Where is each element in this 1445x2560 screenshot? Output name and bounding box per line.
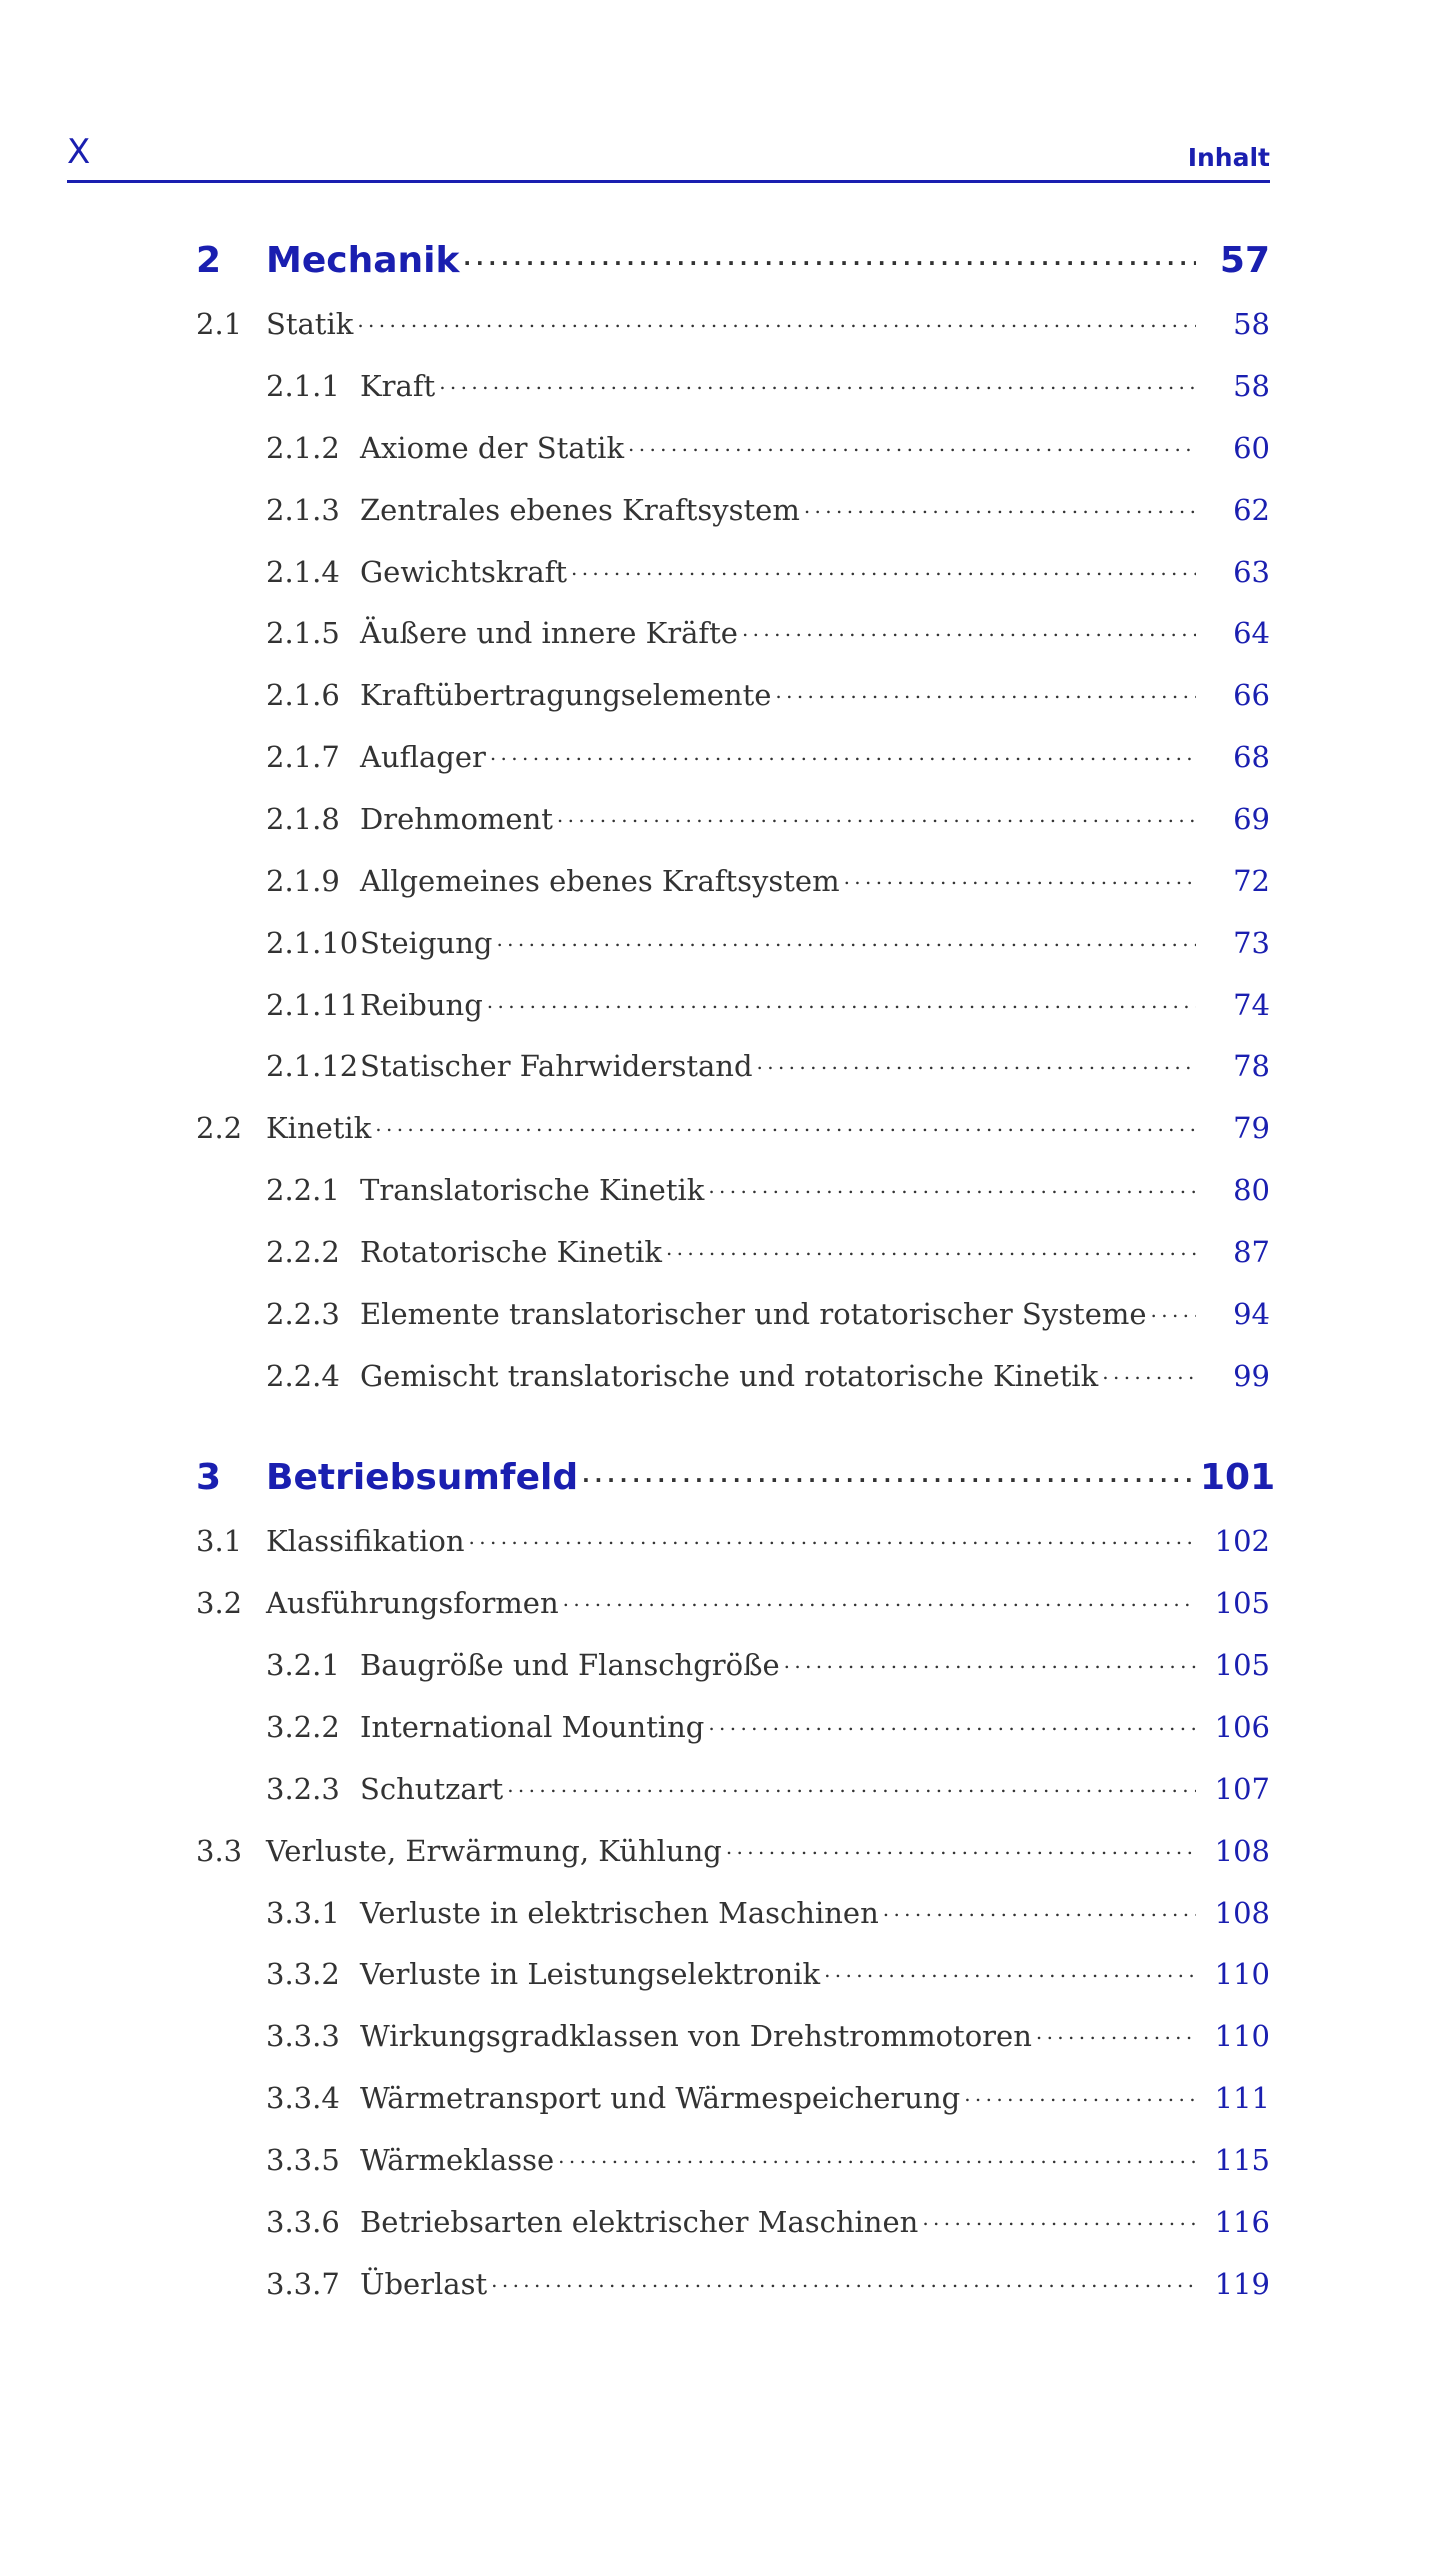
toc-entry-title: Allgemeines ebenes Kraftsystem: [360, 864, 840, 898]
dot-leader: [708, 1171, 1196, 1200]
dot-leader: [1102, 1357, 1196, 1386]
toc-entry-title: Äußere und innere Kräfte: [360, 616, 738, 650]
toc-entry-number: 2.2: [196, 1111, 243, 1145]
toc-entry-number: 2.1.5: [266, 616, 340, 650]
running-head: Inhalt: [1187, 143, 1270, 172]
toc-entry-title: Schutzart: [360, 1772, 504, 1806]
toc-section[interactable]: [196, 1584, 1270, 1630]
toc-entry-page: 73: [1233, 926, 1270, 960]
dot-leader: [491, 2265, 1196, 2294]
toc-entry-number: 2.1.8: [266, 802, 340, 836]
toc-entry-page: 63: [1233, 555, 1270, 589]
toc-entry-page: 78: [1233, 1049, 1270, 1083]
toc-entry-number: 2.2.2: [266, 1235, 340, 1269]
toc-subsection[interactable]: [266, 2079, 1270, 2125]
toc-entry-title: Gemischt translatorische und rotatorische Kinetik: [360, 1359, 1099, 1393]
dot-leader: [439, 367, 1196, 396]
toc-entry-title: Ausführungsformen: [266, 1586, 559, 1620]
toc-entry-page: 72: [1233, 864, 1270, 898]
dot-leader: [1151, 1295, 1196, 1324]
toc-entry-title: Überlast: [360, 2267, 488, 2301]
toc-entry-title: Mechanik: [266, 240, 460, 281]
toc-entry-number: 3.2: [196, 1586, 243, 1620]
toc-entry-title: Elemente translatorischer und rotatorischer Systeme: [360, 1297, 1147, 1331]
toc-entry-page: 119: [1214, 2267, 1270, 2301]
dot-leader: [742, 614, 1196, 643]
dot-leader: [558, 2141, 1196, 2170]
toc-subsection[interactable]: [266, 800, 1270, 846]
toc-entry-title: Kraftübertragungselemente: [360, 678, 772, 712]
toc-entry-number: 3.3.3: [266, 2019, 340, 2053]
dot-leader: [784, 1646, 1196, 1675]
toc-entry-title: Statik: [266, 307, 354, 341]
toc-entry-number: 3.3.1: [266, 1896, 340, 1930]
toc-entry-page: 105: [1214, 1648, 1270, 1682]
dot-leader: [557, 800, 1196, 829]
toc-entry-number: 3.3.5: [266, 2143, 340, 2177]
toc-entry-number: 3.3.4: [266, 2081, 340, 2115]
toc-entry-page: 69: [1233, 802, 1270, 836]
toc-entry-number: 2.1.7: [266, 740, 340, 774]
toc-entry-page: 87: [1233, 1235, 1270, 1269]
toc-entry-number: 2.1.4: [266, 555, 340, 589]
dot-leader: [571, 553, 1196, 582]
dot-leader: [824, 1955, 1196, 1984]
toc-entry-page: 111: [1214, 2081, 1270, 2115]
toc-entry-title: Drehmoment: [360, 802, 553, 836]
toc-entry-number: 3.3.2: [266, 1957, 340, 1991]
dot-leader: [757, 1047, 1196, 1076]
toc-entry-page: 60: [1233, 431, 1270, 465]
dot-leader: [582, 1473, 1196, 1489]
toc-entry-number: 2.1.1: [266, 369, 340, 403]
toc-entry-number: 3.1: [196, 1524, 243, 1558]
dot-leader: [469, 1522, 1196, 1551]
toc-subsection[interactable]: [266, 1357, 1270, 1403]
toc-entry-number: 3.2.3: [266, 1772, 340, 1806]
toc-subsection[interactable]: [266, 429, 1270, 475]
toc-section[interactable]: [196, 1832, 1270, 1878]
toc-entry-title: Translatorische Kinetik: [360, 1173, 705, 1207]
toc-entry-page: 105: [1214, 1586, 1270, 1620]
toc-subsection[interactable]: [266, 1770, 1270, 1816]
dot-leader: [490, 738, 1196, 767]
toc-entry-title: Auflager: [360, 740, 486, 774]
toc-entry-number: 2.2.3: [266, 1297, 340, 1331]
dot-leader: [775, 676, 1196, 705]
dot-leader: [496, 924, 1196, 953]
dot-leader: [726, 1832, 1196, 1861]
toc-entry-title: Kinetik: [266, 1111, 372, 1145]
toc-entry-title: Gewichtskraft: [360, 555, 567, 589]
toc-entry-page: 94: [1233, 1297, 1270, 1331]
toc-entry-page: 64: [1233, 616, 1270, 650]
dot-leader: [883, 1894, 1196, 1923]
page-header: [67, 128, 1270, 183]
toc-entry-number: 2.1.12: [266, 1049, 359, 1083]
toc-entry-number: 2.1.3: [266, 493, 340, 527]
toc-subsection[interactable]: [266, 862, 1270, 908]
toc-entry-page: 101: [1200, 1457, 1276, 1498]
toc-subsection[interactable]: [266, 1955, 1270, 2001]
dot-leader: [487, 986, 1196, 1015]
toc-subsection[interactable]: [266, 986, 1270, 1032]
toc-entry-title: Zentrales ebenes Kraftsystem: [360, 493, 800, 527]
toc-entry-number: 2.2.1: [266, 1173, 340, 1207]
toc-entry-number: 3.2.1: [266, 1648, 340, 1682]
toc-entry-page: 110: [1214, 2019, 1270, 2053]
toc-subsection[interactable]: [266, 2017, 1270, 2063]
toc-entry-page: 58: [1233, 369, 1270, 403]
toc-entry-number: 3.3.7: [266, 2267, 340, 2301]
dot-leader: [844, 862, 1196, 891]
toc-entry-page: 66: [1233, 678, 1270, 712]
dot-leader: [628, 429, 1196, 458]
page-number: X: [67, 132, 91, 172]
dot-leader: [708, 1708, 1196, 1737]
toc-subsection[interactable]: [266, 1646, 1270, 1692]
toc-entry-number: 3: [196, 1457, 222, 1498]
toc-subsection[interactable]: [266, 367, 1270, 413]
toc-entry-page: 116: [1214, 2205, 1270, 2239]
toc-entry-page: 102: [1214, 1524, 1270, 1558]
toc-subsection[interactable]: [266, 1047, 1270, 1093]
toc-entry-page: 108: [1214, 1896, 1270, 1930]
toc-subsection[interactable]: [266, 1171, 1270, 1217]
toc-entry-number: 3.3: [196, 1834, 243, 1868]
toc-entry-title: Klassifikation: [266, 1524, 465, 1558]
toc-entry-page: 115: [1214, 2143, 1270, 2177]
dot-leader: [922, 2203, 1196, 2232]
toc-chapter[interactable]: [196, 1457, 1276, 1503]
toc-entry-number: 3.3.6: [266, 2205, 340, 2239]
toc-entry-number: 2.1.6: [266, 678, 340, 712]
toc-entry-page: 74: [1233, 988, 1270, 1022]
dot-leader: [666, 1233, 1196, 1262]
dot-leader: [1036, 2017, 1196, 2046]
dot-leader: [357, 305, 1196, 334]
toc-entry-title: Wärmetransport und Wärmespeicherung: [360, 2081, 961, 2115]
toc-subsection[interactable]: [266, 553, 1270, 599]
dot-leader: [507, 1770, 1196, 1799]
toc-entry-number: 2.1: [196, 307, 243, 341]
toc-entry-title: Kraft: [360, 369, 436, 403]
toc-entry-number: 2.1.11: [266, 988, 359, 1022]
toc-subsection[interactable]: [266, 1233, 1270, 1279]
toc-entry-page: 106: [1214, 1710, 1270, 1744]
toc-section[interactable]: [196, 305, 1270, 351]
toc-entry-page: 110: [1214, 1957, 1270, 1991]
toc-subsection[interactable]: [266, 738, 1270, 784]
toc-entry-title: Steigung: [360, 926, 493, 960]
toc-entry-number: 2.1.10: [266, 926, 359, 960]
toc-subsection[interactable]: [266, 2141, 1270, 2187]
toc-entry-page: 58: [1233, 307, 1270, 341]
toc-subsection[interactable]: [266, 614, 1270, 660]
dot-leader: [375, 1109, 1196, 1138]
toc-entry-page: 107: [1214, 1772, 1270, 1806]
toc-subsection[interactable]: [266, 2265, 1270, 2311]
toc-entry-title: Betriebsarten elektrischer Maschinen: [360, 2205, 919, 2239]
toc-chapter[interactable]: [196, 240, 1270, 286]
toc-entry-title: Baugröße und Flanschgröße: [360, 1648, 780, 1682]
toc-entry-title: Statischer Fahrwiderstand: [360, 1049, 753, 1083]
toc-entry-title: Verluste in Leistungselektronik: [360, 1957, 821, 1991]
toc-entry-title: Wirkungsgradklassen von Drehstrommotoren: [360, 2019, 1032, 2053]
toc-entry-title: Verluste in elektrischen Maschinen: [360, 1896, 879, 1930]
toc-entry-page: 68: [1233, 740, 1270, 774]
toc-entry-page: 99: [1233, 1359, 1270, 1393]
toc-subsection[interactable]: [266, 676, 1270, 722]
toc-entry-page: 62: [1233, 493, 1270, 527]
dot-leader: [964, 2079, 1196, 2108]
toc-entry-title: Axiome der Statik: [360, 431, 625, 465]
toc-entry-number: 2.1.2: [266, 431, 340, 465]
toc-subsection[interactable]: [266, 2203, 1270, 2249]
toc-subsection[interactable]: [266, 924, 1270, 970]
toc-entry-page: 108: [1214, 1834, 1270, 1868]
toc-entry-title: Wärmeklasse: [360, 2143, 555, 2177]
toc-entry-title: International Mounting: [360, 1710, 705, 1744]
toc-section[interactable]: [196, 1522, 1270, 1568]
toc-entry-title: Betriebsumfeld: [266, 1457, 579, 1498]
toc-subsection[interactable]: [266, 1295, 1270, 1341]
toc-entry-page: 79: [1233, 1111, 1270, 1145]
toc-entry-page: 57: [1219, 240, 1270, 281]
toc-subsection[interactable]: [266, 1708, 1270, 1754]
toc-entry-title: Rotatorische Kinetik: [360, 1235, 662, 1269]
toc-entry-page: 80: [1233, 1173, 1270, 1207]
dot-leader: [463, 256, 1196, 272]
toc-entry-number: 2.2.4: [266, 1359, 340, 1393]
dot-leader: [804, 491, 1196, 520]
toc-entry-number: 3.2.2: [266, 1710, 340, 1744]
toc-subsection[interactable]: [266, 491, 1270, 537]
dot-leader: [563, 1584, 1196, 1613]
toc-entry-title: Reibung: [360, 988, 483, 1022]
toc-entry-number: 2.1.9: [266, 864, 340, 898]
toc-section[interactable]: [196, 1109, 1270, 1155]
toc-entry-title: Verluste, Erwärmung, Kühlung: [266, 1834, 722, 1868]
toc-entry-number: 2: [196, 240, 222, 281]
toc-subsection[interactable]: [266, 1894, 1270, 1940]
